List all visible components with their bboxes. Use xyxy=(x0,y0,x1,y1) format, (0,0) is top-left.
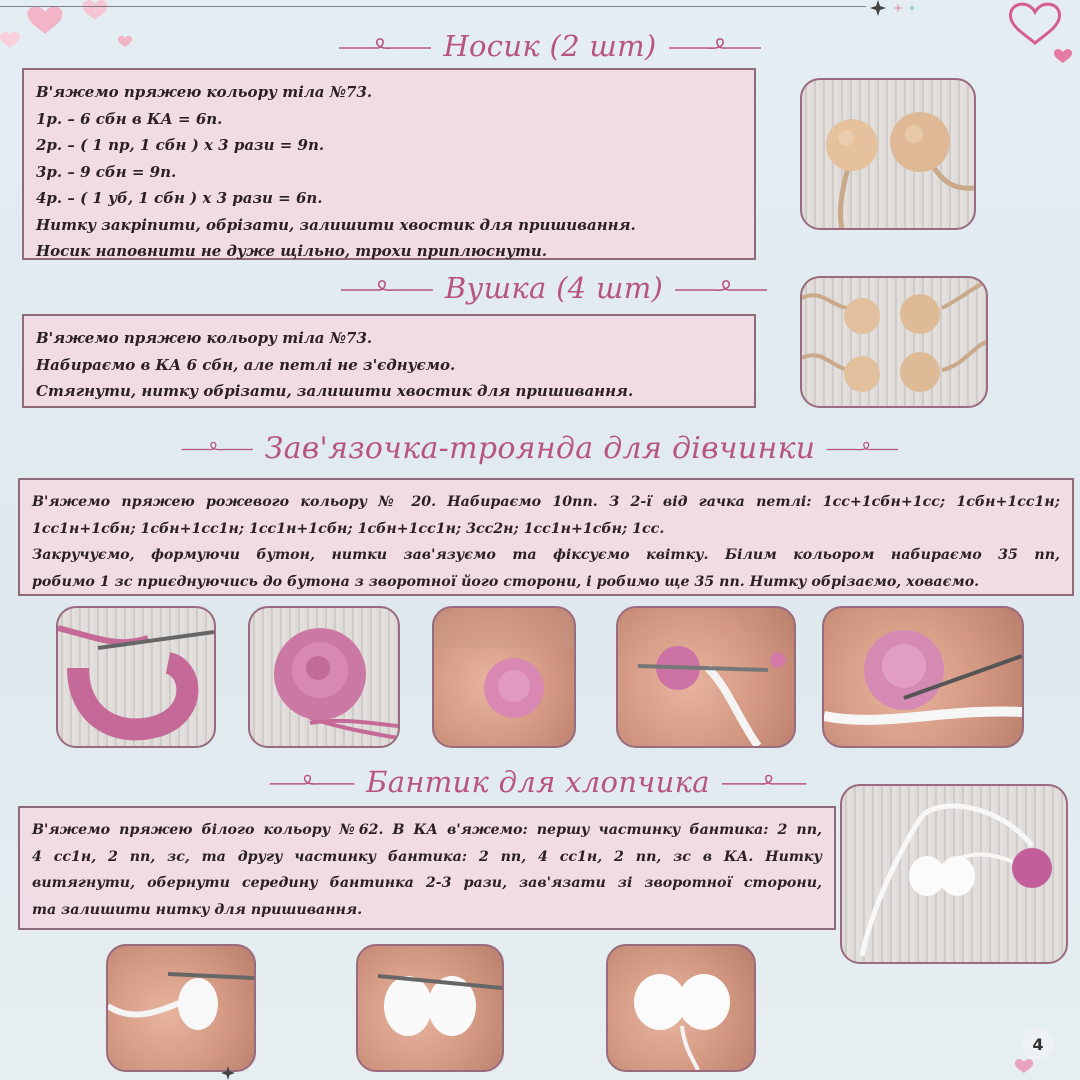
bow-step-photo-2 xyxy=(356,944,504,1072)
flourish-right-icon xyxy=(720,772,808,792)
rose-line: робимо 1 зс приєднуючись до бутона з зворотної його сторони, і робимо ще 35 пп. Нитку обрізаємо, ховаємо. xyxy=(32,573,980,590)
hearts-decoration-top-right xyxy=(1005,0,1080,70)
ears-heading xyxy=(330,266,778,310)
rose-step-photo-4 xyxy=(616,606,796,748)
bow-line: та залишити нитку для пришивання. xyxy=(32,901,363,918)
bow-line: витягнути, обернути середину бантинка 2-3 рази, зав'язати зі зворотної сторони, xyxy=(32,875,822,891)
flourish-left-icon xyxy=(180,438,255,458)
ears-photo xyxy=(800,276,988,408)
nose-heading xyxy=(330,24,770,68)
rose-heading xyxy=(180,426,900,470)
nose-line: 2р. – ( 1 пр, 1 сбн ) х 3 рази = 9п. xyxy=(36,136,325,154)
flourish-left-icon xyxy=(268,772,356,792)
top-divider-line xyxy=(0,6,866,7)
nose-title: Носик (2 шт) xyxy=(443,29,657,63)
nose-instructions-box xyxy=(22,68,756,260)
rose-step-photo-1 xyxy=(56,606,216,748)
sparkle-icon xyxy=(870,0,930,16)
bow-heading xyxy=(268,760,808,804)
nose-line: 4р. – ( 1 уб, 1 сбн ) х 3 рази = 6п. xyxy=(36,189,323,207)
nose-line: Носик наповнити не дуже щільно, трохи приплюснути. xyxy=(36,242,547,260)
rose-title: Зав'язочка-троянда для дівчинки xyxy=(264,430,816,466)
flourish-left-icon xyxy=(337,36,433,56)
nose-line: В'яжемо пряжею кольору тіла №73. xyxy=(36,83,373,101)
ears-title: Вушка (4 шт) xyxy=(444,271,664,305)
bow-step-photo-1 xyxy=(106,944,256,1072)
page-number: 4 xyxy=(1022,1028,1054,1060)
flourish-left-icon xyxy=(339,278,435,298)
ears-line: В'яжемо пряжею кольору тіла №73. xyxy=(36,329,373,347)
rose-step-photo-2 xyxy=(248,606,400,748)
nose-line: 1р. – 6 сбн в КА = 6п. xyxy=(36,109,223,128)
nose-photo xyxy=(800,78,976,230)
ears-line: Набираємо в КА 6 сбн, але петлі не з'єднуємо. xyxy=(36,355,456,374)
rose-line: Закручуємо, формуючи бутон, нитки зав'язуємо та фіксуємо квітку. Білим кольором набираємо 35 пп, xyxy=(32,547,1060,563)
flourish-right-icon xyxy=(673,278,769,298)
nose-line: Нитку закріпити, обрізати, залишити хвостик для пришивання. xyxy=(36,215,636,234)
ears-instructions-box xyxy=(22,314,756,408)
sparkle-icon xyxy=(220,1066,260,1080)
bow-line: В'яжемо пряжею білого кольору №62. В КА в'яжемо: першу частинку бантика: 2 пп, xyxy=(32,822,822,838)
flourish-right-icon xyxy=(825,438,900,458)
rose-line: В'яжемо пряжею рожевого кольору № 20. Набираємо 10пп. З 2-ї від гачка петлі: 1сс+1сбн+1сс; 1сбн+1сс1н; xyxy=(32,494,1060,510)
ears-line: Стягнути, нитку обрізати, залишити хвостик для пришивання. xyxy=(36,382,634,400)
bow-title: Бантик для хлопчика xyxy=(366,765,710,799)
nose-line: 3р. – 9 сбн = 9п. xyxy=(36,162,177,181)
bow-line: 4 сс1н, 2 пп, зс, та другу частинку бантика: 2 пп, 4 сс1н, 2 пп, зс в КА. Нитку xyxy=(32,848,822,865)
flourish-right-icon xyxy=(667,36,763,56)
rose-line: 1сс1н+1сбн; 1сбн+1сс1н; 1сс1н+1сбн; 1сбн+1сс1н; 3сс2н; 1сс1н+1сбн; 1сс. xyxy=(32,520,665,537)
rose-step-photo-3 xyxy=(432,606,576,748)
rose-instructions-box xyxy=(18,478,1074,596)
rose-step-photo-5 xyxy=(822,606,1024,748)
bow-instructions-box xyxy=(18,806,836,930)
bow-final-photo xyxy=(840,784,1068,964)
bow-step-photo-3 xyxy=(606,944,756,1072)
